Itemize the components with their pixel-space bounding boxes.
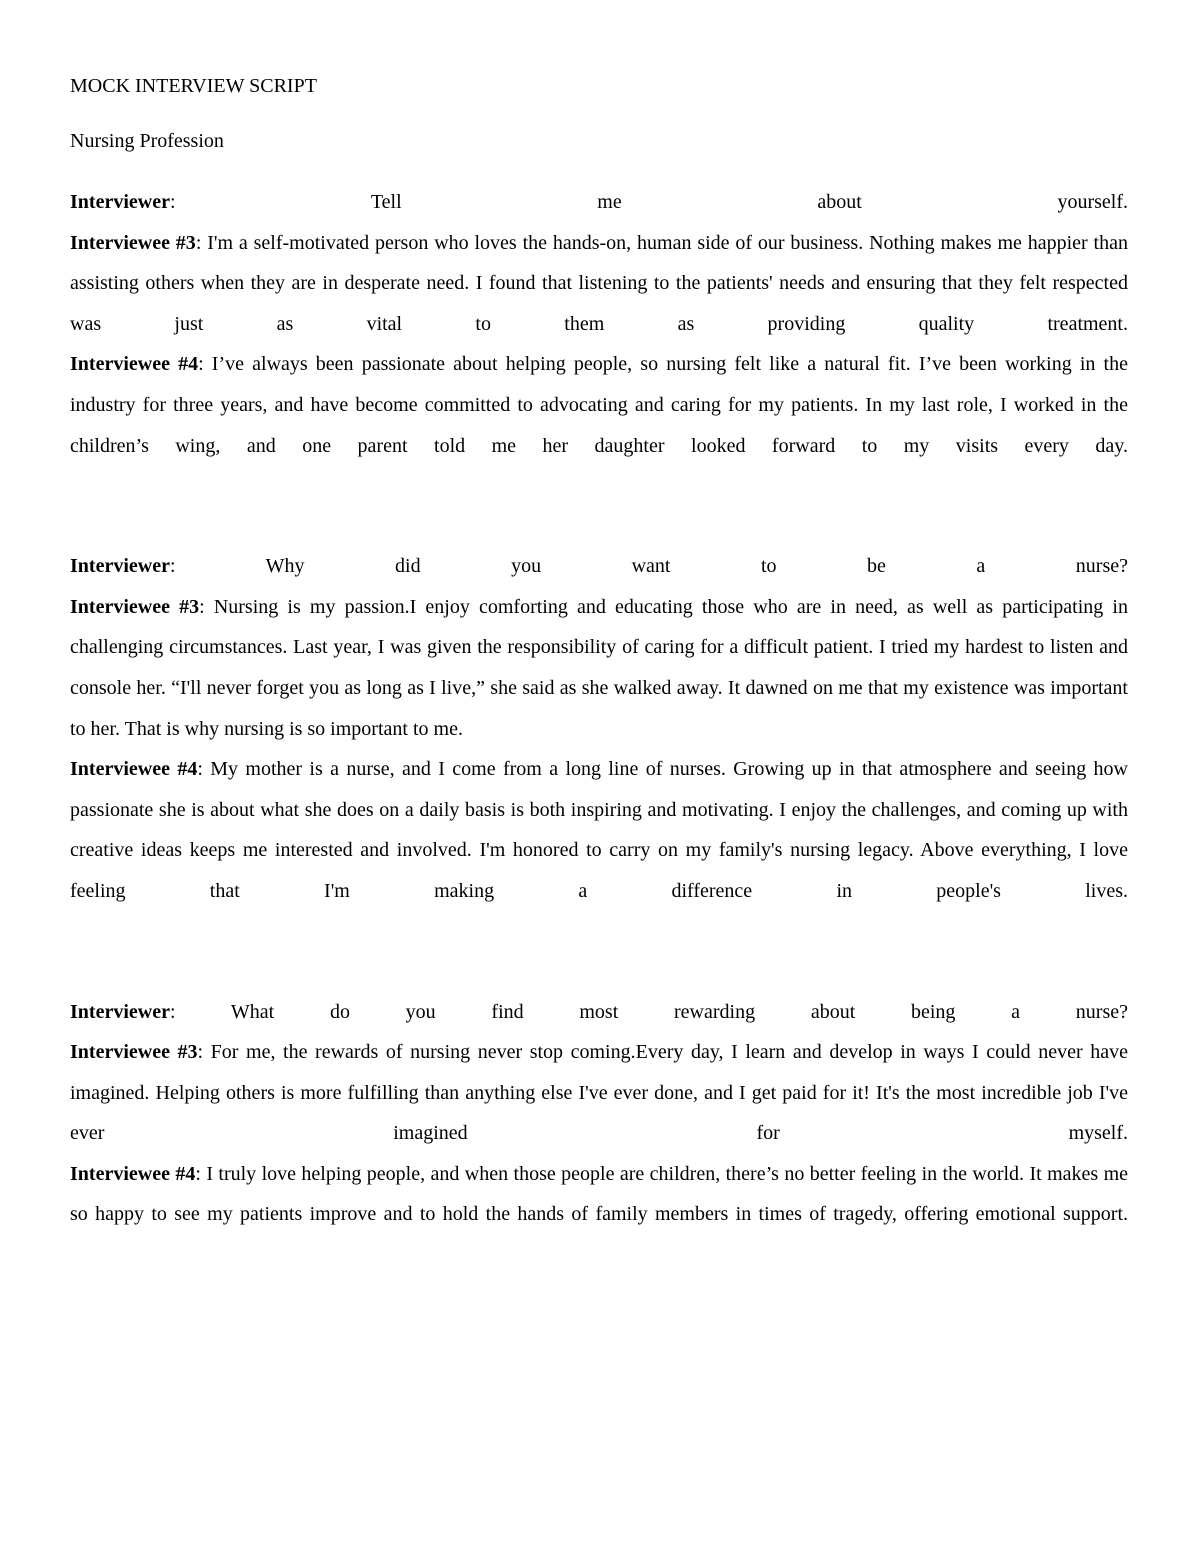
interviewer-question: Interviewer: Why did you want to be a nurse?	[70, 555, 1128, 578]
answer-text: I'm a self-motivated person who loves the hands-on, human side of our business. Nothing makes me happier than assisting others when they are in desperate need. I found that listening to the patients' needs and ensuring that they felt respected was just as vital to them as providing quality treatment.	[70, 231, 1128, 335]
speaker-label-interviewee-3: Interviewee #3	[70, 231, 196, 254]
speaker-label-interviewee-3: Interviewee #3	[70, 1041, 198, 1064]
interviewee-4-answer: Interviewee #4: I truly love helping people, and when those people are children, there’s no better feeling in the world. It makes me so happy to see my patients improve and to hold the hands of family members in times of tragedy, offering emotional support.	[70, 1162, 1129, 1226]
speaker-label-interviewee-4: Interviewee #4	[70, 758, 198, 781]
interviewer-question: Interviewer: What do you find most rewarding about being a nurse?	[70, 1000, 1128, 1023]
document-title: MOCK INTERVIEW SCRIPT	[70, 75, 317, 97]
answer-text: Nursing is my passion.I enjoy comforting and educating those who are in need, as well as participating in challenging circumstances. Last year, I was given the responsibility of caring for a difficult patient. I tried my hardest to listen and console her. “I'll never forget you as long as I live,” she said as she walked away. It dawned on me that my existence was important to her. That is why nursing is so important to me.	[70, 595, 1128, 740]
interviewer-question: Interviewer: Tell me about yourself.	[70, 191, 1128, 213]
interviewee-4-answer: Interviewee #4: My mother is a nurse, and I come from a long line of nurses. Growing up in that atmosphere and seeing how passionate she is about what she does on a daily basis is both inspiring and motivating. I enjoy the challenges, and coming up with creative ideas keeps me interested and involved. I'm honored to carry on my family's nursing legacy. Above everything, I love feeling that I'm making a difference in people's lives.	[70, 758, 1129, 902]
document-subtitle: Nursing Profession	[70, 130, 224, 152]
qa-section-2	[70, 546, 1128, 911]
question-text: Tell me about yourself.	[370, 191, 1128, 213]
answer-text: For me, the rewards of nursing never stop coming.Every day, I learn and develop in ways I could never have imagined. Helping others is more fulfilling than anything else I've ever done, and I get paid for it! It's the most incredible job I've ever imagined for myself.	[70, 1041, 1128, 1145]
interviewee-3-answer: Interviewee #3: For me, the rewards of nursing never stop coming.Every day, I learn and develop in ways I could never have imagined. Helping others is more fulfilling than anything else I've ever done, and I get paid for it! It's the most incredible job I've ever imagined for myself.	[70, 1041, 1128, 1145]
speaker-label-interviewee-4: Interviewee #4	[70, 1162, 196, 1185]
speaker-label-interviewer: Interviewer	[70, 191, 170, 213]
answer-text: I’ve always been passionate about helping people, so nursing felt like a natural fit. I’ve been working in the industry for three years, and have become committed to advocating and caring for my patients. In my last role, I worked in the children’s wing, and one parent told me her daughter looked forward to my visits every day.	[70, 353, 1128, 457]
interviewee-3-answer: Interviewee #3: I'm a self-motivated person who loves the hands-on, human side of our business. Nothing makes me happier than assisting others when they are in desperate need. I found that listening to the patients' needs and ensuring that they felt respected was just as vital to them as providing quality treatment.	[70, 231, 1128, 335]
answer-text: I truly love helping people, and when those people are children, there’s no better feeling in the world. It makes me so happy to see my patients improve and to hold the hands of family members in times of tragedy, offering emotional support.	[70, 1162, 1129, 1226]
interviewee-4-answer: Interviewee #4: I’ve always been passionate about helping people, so nursing felt like a natural fit. I’ve been working in the industry for three years, and have become committed to advocating and caring for my patients. In my last role, I worked in the children’s wing, and one parent told me her daughter looked forward to my visits every day.	[70, 353, 1128, 457]
qa-section-1	[70, 182, 1128, 466]
qa-section-3	[70, 992, 1128, 1236]
speaker-label-interviewer: Interviewer	[70, 1000, 170, 1023]
interviewee-3-answer: Interviewee #3: Nursing is my passion.I enjoy comforting and educating those who are in need, as well as participating in challenging circumstances. Last year, I was given the responsibility of caring for a difficult patient. I tried my hardest to listen and console her. “I'll never forget you as long as I live,” she said as she walked away. It dawned on me that my existence was important to her. That is why nursing is so important to me.	[70, 595, 1128, 740]
speaker-label-interviewer: Interviewer	[70, 555, 170, 578]
speaker-label-interviewee-3: Interviewee #3	[70, 595, 200, 618]
question-text: Why did you want to be a nurse?	[265, 555, 1128, 578]
question-text: What do you find most rewarding about being a nurse?	[230, 1000, 1128, 1023]
answer-text: My mother is a nurse, and I come from a long line of nurses. Growing up in that atmosphere and seeing how passionate she is about what she does on a daily basis is both inspiring and motivating. I enjoy the challenges, and coming up with creative ideas keeps me interested and involved. I'm honored to carry on my family's nursing legacy. Above everything, I love feeling that I'm making a difference in people's lives.	[70, 758, 1129, 902]
speaker-label-interviewee-4: Interviewee #4	[70, 353, 199, 376]
